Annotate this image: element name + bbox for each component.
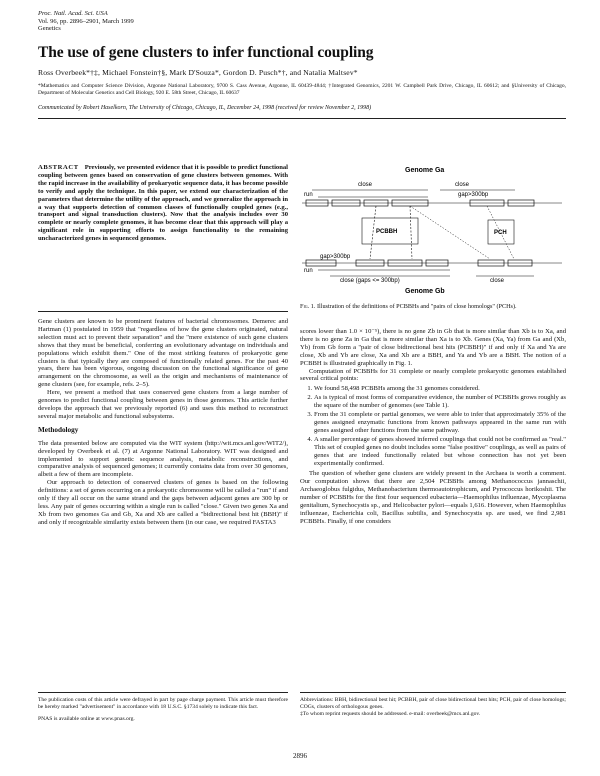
- figure-caption: [300, 303, 566, 310]
- label-gap-bottom: gap>300bp: [320, 254, 351, 260]
- gene-cluster-diagram: [300, 164, 566, 296]
- intro-paragraph-2: Here, we present a method that uses conserved gene clusters from a large number of genomes to predict functional coupling between genes in those genomes. This article further develops the approach that we previously reported (6) and uses this method to reconstruct several major metabolic and functional subsystems.: [38, 389, 288, 420]
- publication-cost-note: The publication costs of this article were defrayed in part by page charge payment. This article must therefore be hereby marked "advertisement" in accordance with 18 U.S.C. §1734 solely to indicate this fact.: [38, 697, 288, 710]
- label-run-top: run: [304, 192, 313, 198]
- footnote-right: [300, 697, 566, 717]
- list-item: 3. From the 31 complete or partial genomes, we were able to infer that approximately 35% of the genes assigned enzymatic functions from known pathways appeared in the same run with genes assigned other functions from the same pathway.: [314, 411, 566, 435]
- page-number: 2896: [293, 752, 307, 760]
- genome-gb-title: Genome Gb: [405, 288, 445, 295]
- pnas-online-note: PNAS is available online at www.pnas.org.: [38, 715, 135, 722]
- header-rule: [38, 118, 566, 119]
- methodology-heading: Methodology: [38, 425, 79, 434]
- list-item: 4. A smaller percentage of genes showed inferred couplings that could not be confirmed as "real." This set of coupled genes no doubt includes some "false positive" couplings, as well as pairs of genes that are indeed functionally related but whose connection has not yet been experimentally confirmed.: [314, 436, 566, 468]
- journal-section: Genetics: [38, 25, 61, 33]
- method-paragraph-2: Our approach to detection of conserved clusters of genes is based on the following definitions: a set of genes occurring on a prokaryotic chromosome will be called a "run" if and only if they all occur on the same strand and the gaps between adjacent genes are 300 bp or less. Any pair of genes occurring within a single run is called "close." Given two genes Xa and Xb from two genomes Ga and Gb, Xa and Xb are called a "bidirectional best hit (BBH)" if and only if recognizable similarity exists between them (in our case, we required FASTA3: [38, 479, 288, 526]
- footnote-left: [38, 697, 288, 722]
- label-close-top-left: close: [358, 182, 373, 188]
- bbh-link-y: [410, 206, 412, 259]
- list-item: 1. We found 58,498 PCBBHs among the 31 genomes considered.: [314, 385, 566, 393]
- pch-link-1: [410, 206, 490, 259]
- journal-header: [38, 10, 134, 33]
- critical-points-list: [300, 385, 566, 467]
- journal-name: Proc. Natl. Acad. Sci. USA: [38, 10, 108, 17]
- label-run-bottom: run: [304, 268, 313, 274]
- journal-volume: Vol. 96, pp. 2896–2901, March 1999: [38, 17, 134, 25]
- figure-1: [300, 164, 566, 294]
- intro-paragraph-1: Gene clusters are known to be prominent features of bacterial chromosomes. Demerec and Hartman (1) postulated in 1959 that "regardless of how the gene clusters originated, natural selection must act to prevent their separation" and the "mere existence of such gene clusters shows that they must be beneficial, conferring an evolutionary advantage on individuals and populations which exhibit them." One of the most striking features of prokaryotic gene clusters is that typically they are composed of functionally related genes. For the past 40 years, there has been vigorous, ongoing discussion on the functional significance of gene arrangement on the chromosome, as well as the origin and mechanisms of maintenance of gene clusters (see, for example, refs. 2–5).: [38, 318, 288, 389]
- affiliations: *Mathematics and Computer Science Division, Argonne National Laboratory, 9700 S. Cass Avenue, Argonne, IL 60439-4844; †Integrated Genomics, 2201 W. Campbell Park Drive, Chicago, IL 60612; and §University of Chicago, Department of Molecular Genetics and Cell Biology, 920 E. 58th Street, Chicago, IL 60637: [38, 83, 566, 96]
- paper-title: The use of gene clusters to infer functional coupling: [38, 44, 374, 61]
- right-column: [300, 328, 566, 526]
- label-close-bottom-right: close: [490, 278, 505, 284]
- right-paragraph-2: Computation of PCBBHs for 31 complete or nearly complete prokaryotic genomes established several critical points:: [300, 367, 566, 383]
- figure-caption-label: Fig. 1.: [300, 303, 316, 310]
- label-close-bottom-left: close (gaps <= 300bp): [340, 278, 400, 284]
- reprint-request-note: ‡To whom reprint requests should be addressed. e-mail: overbeek@mcs.anl.gov.: [300, 710, 481, 717]
- abbreviations-note: Abbreviations: BBH, bidirectional best hit; PCBBH, pair of close bidirectional best hits; PCH, pair of close homologs; COGs, clusters of orthologous genes.: [300, 697, 566, 710]
- abstract-text: Previously, we presented evidence that it is possible to predict functional coupling between genes based on conservation of gene clusters between genomes. With the rapid increase in the availability of prokaryotic sequence data, it has become possible to verify and apply the technique. In this paper, we extend our characterization of the parameters that determine the utility of the approach, and we generalize the approach in a way that supports detection of common classes of functionally coupled genes (e.g., transport and signal transduction clusters). Now that the analysis includes over 30 complete or nearly complete genomes, it has become clear that this approach will play a significant role in supporting efforts to assign functionality to the remaining uncharacterized genes in sequenced genomes.: [38, 164, 288, 243]
- author-list: Ross Overbeek*†‡, Michael Fonstein†§, Mark D'Souza*, Gordon D. Pusch*†, and Natalia Maltsev*: [38, 68, 358, 77]
- label-pcbbh: PCBBH: [376, 229, 398, 235]
- label-pch: PCH: [494, 230, 507, 236]
- label-close-top-right: close: [455, 182, 470, 188]
- abstract-rule: [38, 311, 288, 312]
- label-gap-top: gap>300bp: [458, 192, 489, 198]
- right-paragraph-3: The question of whether gene clusters are widely present in the Archaea is worth a comment. Our computation shows that there are 2,504 PCBBHs among Methanococcus jannaschii, Archaeoglobus fulgidus, Methanobacterium thermoautotrophicum, and Pyrococcus horikoshii. The number of PCBBHs for the first four sequenced eubacteria—Haemophilus influenzae, Mycoplasma genitalium, Synechocystis sp., and Helicobacter pylori—equals 1,616. However, when Haemophilus influenzae, Escherichia coli, Bacillus subtilis, and Synechocystis sp. are used, we find 2,981 PCBBHs. Finally, if one considers: [300, 470, 566, 525]
- genome-ga-title: Genome Ga: [405, 167, 445, 174]
- abstract: [38, 164, 288, 243]
- right-paragraph-1: scores lower than 1.0 × 10⁻⁵), there is no gene Zb in Gb that is more similar than Xb is to Xa, and there is no gene Za in Ga that is more similar than Xa is to Xb. Genes (Xa, Ya) from Ga and (Xb, Yb) from Gb form a "pair of close bidirectional best hits (PCBBH)" if and only if Xa and Ya are close, Xb and Yb are close, Xa and Xb are a BBH, and Ya and Yb are a BBH. The notion of a PCBBH is illustrated graphically in Fig. 1.: [300, 328, 566, 367]
- communicated-line: Communicated by Robert Haselkorn, The University of Chicago, Chicago, IL, December 24, 1998 (received for review November 2, 1998): [38, 105, 372, 111]
- footnote-rule-left: [38, 692, 288, 693]
- footnote-rule-right: [300, 692, 566, 693]
- list-item: 2. As is typical of most forms of comparative evidence, the number of PCBBHs grows roughly as the square of the number of genomes (see Table 1).: [314, 394, 566, 410]
- method-paragraph-1: The data presented below are computed via the WIT system (http://wit.mcs.anl.gov/WIT2/), developed by Overbeek et al. (7) at Argonne National Laboratory. WIT was designed and implemented to support genetic sequence analysis, metabolic reconstructions, and comparative analysis of sequenced genomes; it currently contains data from over 30 genomes, albeit a few of them are incomplete.: [38, 439, 288, 479]
- abstract-label: ABSTRACT: [38, 164, 79, 171]
- figure-caption-text: Illustration of the definitions of PCBBHs and "pairs of close homologs" (PCHs).: [316, 303, 517, 310]
- left-column: [38, 318, 288, 527]
